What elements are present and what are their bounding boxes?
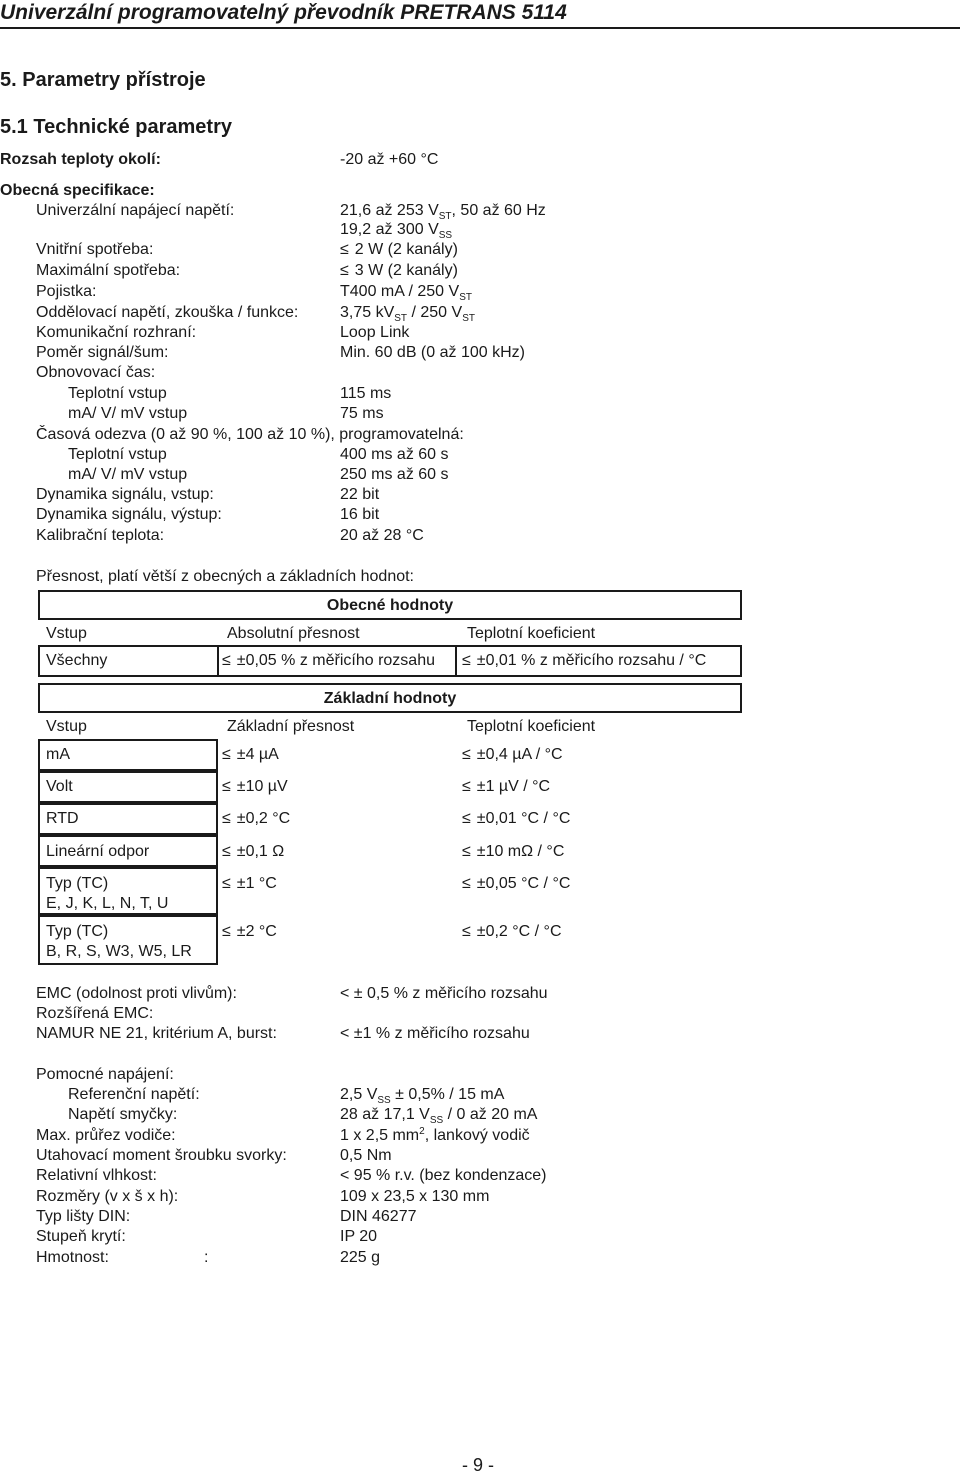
dyn-in-value: 22 bit: [340, 486, 380, 503]
le-icon: ≤: [222, 875, 231, 892]
table-row-acc: ≤ ±1 °C: [222, 875, 277, 892]
weight-colon: :: [204, 1249, 209, 1266]
humidity-value: < 95 % r.v. (bez kondenzace): [340, 1167, 547, 1184]
col-input-header: Vstup: [46, 625, 87, 642]
refresh-temp-label: Teplotní vstup: [68, 385, 167, 402]
dims-label: Rozměry (v x š x h):: [36, 1188, 179, 1205]
wire-value: 1 x 2,5 $mm^2$, lankový vodič: [340, 1126, 530, 1144]
basic-values-title: Základní hodnoty: [323, 690, 457, 707]
dims-value: 109 x 23,5 x 130 mm: [340, 1188, 490, 1205]
general-row-temp: ≤ ±0,01 % z měřicího rozsahu / °C: [462, 652, 707, 669]
le-icon: ≤: [340, 262, 349, 279]
humidity-label: Relativní vlhkost:: [36, 1167, 157, 1184]
torque-label: Utahovací moment šroubku svorky:: [36, 1147, 287, 1164]
supply-value-1: 21,6 až 253 $V_{ST}$, 50 až 60 Hz: [340, 202, 546, 222]
general-heading: Obecná specifikace:: [0, 182, 155, 199]
le-icon: ≤: [462, 923, 471, 940]
namur-label: NAMUR NE 21, kritérium A, burst:: [36, 1025, 277, 1042]
loop-value: 28 až 17,1 $V_{SS} / 0$ až 20 mA: [340, 1106, 538, 1126]
col-abs-header: Absolutní přesnost: [227, 625, 360, 642]
comm-label: Komunikační rozhraní:: [36, 324, 197, 341]
table-row-input: Volt: [46, 778, 73, 795]
emc-value: < ± 0,5 % z měřicího rozsahu: [340, 985, 548, 1002]
supply-label: Univerzální napájecí napětí:: [36, 202, 235, 219]
response-temp-label: Teplotní vstup: [68, 446, 167, 463]
table-row-input: Lineární odpor: [46, 843, 150, 860]
response-ma-value: 250 ms až 60 s: [340, 466, 449, 483]
comm-value: Loop Link: [340, 324, 410, 341]
weight-value: 225 g: [340, 1249, 381, 1266]
table-row-input-2: E, J, K, L, N, T, U: [46, 895, 169, 912]
wire-label: Max. průřez vodiče:: [36, 1127, 176, 1144]
loop-label: Napětí smyčky:: [68, 1106, 178, 1123]
table-row-temp: ≤ ±10 mΩ / °C: [462, 843, 565, 860]
basic-col-input-header: Vstup: [46, 718, 87, 735]
internal-label: Vnitřní spotřeba:: [36, 241, 154, 258]
fuse-label: Pojistka:: [36, 283, 97, 300]
max-label: Maximální spotřeba:: [36, 262, 181, 279]
le-icon: ≤: [222, 746, 231, 763]
table-row-acc: ≤ ±2 °C: [222, 923, 277, 940]
table-row-acc: ≤ ±10 µV: [222, 778, 288, 795]
table-row-acc: ≤ ±4 µA: [222, 746, 279, 763]
response-label: Časová odezva (0 až 90 %, 100 až 10 %), programovatelná:: [36, 426, 464, 443]
supply-value-2: 19,2 až 300 $V_{SS}$: [340, 221, 453, 241]
snr-label: Poměr signál/šum:: [36, 344, 169, 361]
le-icon: ≤: [462, 810, 471, 827]
document-header: Univerzální programovatelný převodník PRETRANS 5114: [0, 1, 567, 24]
response-temp-value: 400 ms až 60 s: [340, 446, 449, 463]
emc-ext-label: Rozšířená EMC:: [36, 1005, 154, 1022]
basic-col-temp-header: Teplotní koeficient: [467, 718, 596, 735]
ip-value: IP 20: [340, 1228, 378, 1245]
refresh-label: Obnovovací čas:: [36, 364, 156, 381]
table-row-input: mA: [46, 746, 70, 763]
le-icon: ≤: [222, 843, 231, 860]
table-row-temp: ≤ ±0,01 °C / °C: [462, 810, 571, 827]
table-row-acc: ≤ ±0,2 °C: [222, 810, 291, 827]
general-values-title: Obecné hodnoty: [326, 597, 454, 614]
general-row-abs: ≤ ±0,05 % z měřicího rozsahu: [222, 652, 435, 669]
le-icon: ≤: [340, 241, 349, 258]
response-ma-label: mA/ V/ mV vstup: [68, 466, 188, 483]
refresh-ma-value: 75 ms: [340, 405, 384, 422]
ref-label: Referenční napětí:: [68, 1086, 200, 1103]
section-title: 5. Parametry přístroje: [0, 69, 206, 91]
table-row-input: Typ (TC): [46, 875, 109, 892]
table-row-input-2: B, R, S, W3, W5, LR: [46, 943, 192, 960]
ambient-value: -20 až +60 °C: [340, 151, 439, 168]
refresh-temp-value: 115 ms: [340, 385, 392, 402]
dyn-in-label: Dynamika signálu, vstup:: [36, 486, 214, 503]
le-icon: ≤: [462, 652, 471, 669]
table-row-input: Typ (TC): [46, 923, 109, 940]
cal-value: 20 až 28 °C: [340, 527, 424, 544]
subsection-title: 5.1 Technické parametry: [0, 116, 232, 138]
le-icon: ≤: [462, 746, 471, 763]
weight-label: Hmotnost:: [36, 1249, 109, 1266]
table-row-temp: ≤ ±1 µV / °C: [462, 778, 551, 795]
refresh-ma-label: mA/ V/ mV vstup: [68, 405, 188, 422]
header-rule: [0, 27, 960, 29]
namur-value: < ±1 % z měřicího rozsahu: [340, 1025, 530, 1042]
page-number: - 9 -: [462, 1455, 495, 1475]
table-row-temp: ≤ ±0,05 °C / °C: [462, 875, 571, 892]
isolation-label: Oddělovací napětí, zkouška / funkce:: [36, 304, 299, 321]
le-icon: ≤: [222, 778, 231, 795]
internal-value: ≤ 2 W (2 kanály): [340, 241, 458, 258]
torque-value: 0,5 Nm: [340, 1147, 392, 1164]
cal-label: Kalibrační teplota:: [36, 527, 165, 544]
ref-value: 2,5 $V_{SS} \pm 0,5\% / 15$ mA: [340, 1086, 505, 1106]
col-temp-header: Teplotní koeficient: [467, 625, 596, 642]
dyn-out-value: 16 bit: [340, 506, 380, 523]
table-row-temp: ≤ ±0,2 °C / °C: [462, 923, 562, 940]
le-icon: ≤: [222, 923, 231, 940]
general-row-input: Všechny: [46, 652, 108, 669]
table-row-temp: ≤ ±0,4 µA / °C: [462, 746, 563, 763]
le-icon: ≤: [222, 810, 231, 827]
emc-label: EMC (odolnost proti vlivům):: [36, 985, 237, 1002]
basic-col-acc-header: Základní přesnost: [227, 718, 355, 735]
isolation-value: 3,75 $kV_{ST} / 250$ $V_{ST}$: [340, 304, 475, 324]
din-value: DIN 46277: [340, 1208, 417, 1225]
le-icon: ≤: [462, 843, 471, 860]
fuse-value: T400 mA / 250 $V_{ST}$: [340, 283, 472, 303]
le-icon: ≤: [462, 778, 471, 795]
le-icon: ≤: [222, 652, 231, 669]
din-label: Typ lišty DIN:: [36, 1208, 131, 1225]
ip-label: Stupeň krytí:: [36, 1228, 126, 1245]
aux-label: Pomocné napájení:: [36, 1066, 174, 1083]
table-row-acc: ≤ ±0,1 Ω: [222, 843, 285, 860]
snr-value: Min. 60 dB (0 až 100 kHz): [340, 344, 525, 361]
table-row-input: RTD: [46, 810, 79, 827]
accuracy-intro: Přesnost, platí větší z obecných a základních hodnot:: [36, 568, 414, 585]
le-icon: ≤: [462, 875, 471, 892]
ambient-label: Rozsah teploty okolí:: [0, 151, 161, 168]
dyn-out-label: Dynamika signálu, výstup:: [36, 506, 222, 523]
max-value: ≤ 3 W (2 kanály): [340, 262, 458, 279]
